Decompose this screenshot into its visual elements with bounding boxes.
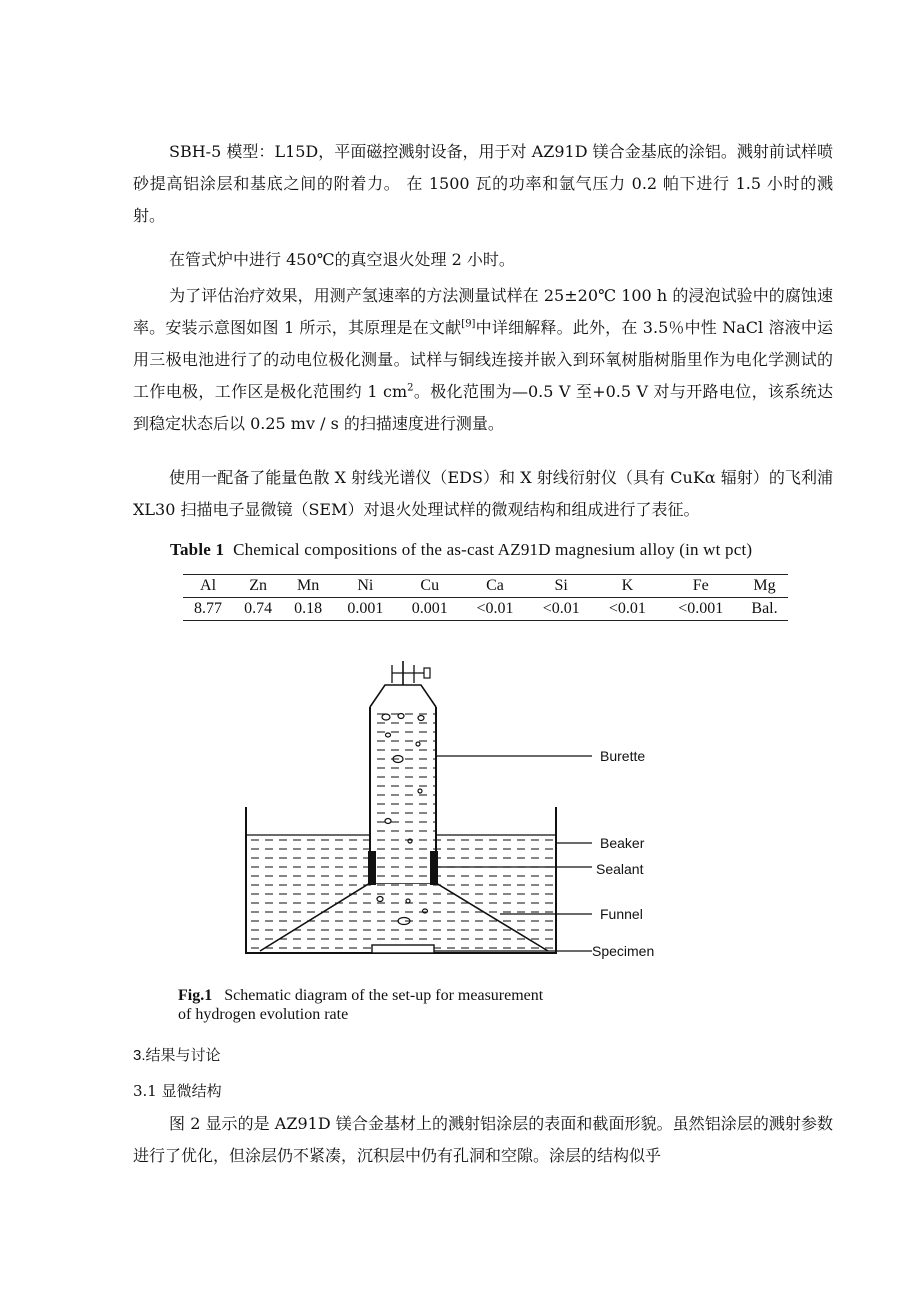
header-cell: Ni xyxy=(357,577,374,594)
paragraph-corrosion-text-a: 为了评估治疗效果，用测产氢速率的方法测量试样在 25±20℃ 100 h 的浸泡试验中的腐蚀速率。安装示意图如图 1 所示，其原理是在文献 xyxy=(133,286,833,337)
table-caption-text: Chemical compositions of the as-cast AZ91D magnesium alloy (in wt pct) xyxy=(233,540,753,559)
header-cell: Al xyxy=(200,577,217,594)
stopcock-knob xyxy=(424,668,430,678)
header-cell: K xyxy=(621,577,634,594)
figure-caption-line2: of hydrogen evolution rate xyxy=(178,1006,349,1023)
section-heading-results: 3.结果与讨论 xyxy=(133,1047,221,1064)
header-cell: Mn xyxy=(297,577,320,594)
header-cell: Ca xyxy=(486,577,504,594)
table-caption-label: Table 1 xyxy=(170,540,225,559)
value-cell: 0.001 xyxy=(347,600,384,617)
value-cell: 0.18 xyxy=(294,600,323,617)
paragraph-annealing xyxy=(133,244,833,276)
value-cell: 0.74 xyxy=(244,600,273,617)
value-cell: 0.001 xyxy=(411,600,448,617)
sealant-right xyxy=(430,851,438,885)
figure-caption-line1: Schematic diagram of the set-up for measurement xyxy=(224,987,544,1004)
value-cell: Bal. xyxy=(751,600,778,617)
paragraph-sem xyxy=(133,462,833,526)
value-cell: <0.001 xyxy=(678,600,724,617)
header-cell: Mg xyxy=(753,577,776,594)
value-cell: <0.01 xyxy=(476,600,514,617)
paragraph-corrosion-text-c: 。极化范围为—0.5 V 至+0.5 V 对与开路电位，该系统达到稳定状态后以 0.25 mv / s 的扫描速度进行测量。 xyxy=(133,382,833,433)
value-cell: 8.77 xyxy=(194,600,223,617)
table-row xyxy=(183,598,788,621)
value-cell: <0.01 xyxy=(542,600,580,617)
label-specimen: Specimen xyxy=(592,943,655,959)
header-cell: Cu xyxy=(420,577,440,594)
paragraph-morphology-text: 图 2 显示的是 AZ91D 镁合金基材上的溅射铝涂层的表面和截面形貌。虽然铝涂层的溅射参数进行了优化，但涂层仍不紧凑，沉积层中仍有孔洞和空隙。涂层的结构似乎 xyxy=(133,1114,833,1165)
composition-table xyxy=(183,574,788,621)
paragraph-annealing-text: 在管式炉中进行 450℃的真空退火处理 2 小时。 xyxy=(169,250,515,269)
burette-liquid xyxy=(370,705,436,883)
reference-9: [9] xyxy=(461,318,476,330)
paragraph-sputtering xyxy=(133,136,833,232)
specimen xyxy=(372,945,434,953)
figure-caption xyxy=(178,986,738,1024)
paragraph-corrosion-text-b: 中详细解释。此外，在 3.5％中性 NaCl 溶液中运用三极电池进行了的动电位极化测量。试样与铜线连接并嵌入到环氧树脂树脂里作为电化学测试的工作电极，工作区是极化范围约 1 cm xyxy=(133,318,834,401)
hydrogen-setup-diagram xyxy=(180,655,740,985)
table-header-row xyxy=(183,575,788,598)
sealant-left xyxy=(368,851,376,885)
label-burette: Burette xyxy=(600,748,646,764)
table-caption xyxy=(170,540,810,560)
paragraph-corrosion-test xyxy=(133,280,833,440)
paragraph-sem-text: 使用一配备了能量色散 X 射线光谱仪（EDS）和 X 射线衍射仪（具有 CuKα 辐射）的飞利浦 XL30 扫描电子显微镜（SEM）对退火处理试样的微观结构和组成进行了表征。 xyxy=(133,468,833,519)
header-cell: Si xyxy=(554,577,568,594)
value-cell: <0.01 xyxy=(608,600,646,617)
paragraph-morphology xyxy=(133,1108,833,1172)
figure-caption-label: Fig.1 xyxy=(178,987,213,1004)
header-cell: Zn xyxy=(249,577,267,594)
superscript-2: 2 xyxy=(407,382,414,394)
label-beaker: Beaker xyxy=(600,835,645,851)
label-funnel: Funnel xyxy=(600,906,643,922)
burette-top xyxy=(370,685,436,707)
header-cell: Fe xyxy=(692,577,709,594)
label-sealant: Sealant xyxy=(596,861,644,877)
paragraph-sputtering-text: SBH-5 模型：L15D，平面磁控溅射设备，用于对 AZ91D 镁合金基底的涂铝。溅射前试样喷砂提高铝涂层和基底之间的附着力。 在 1500 瓦的功率和氩气压力 0.2 帕下进行 1.5 小时的溅射。 xyxy=(133,142,833,225)
section-heading-microstructure: 3.1 显微结构 xyxy=(133,1082,222,1100)
